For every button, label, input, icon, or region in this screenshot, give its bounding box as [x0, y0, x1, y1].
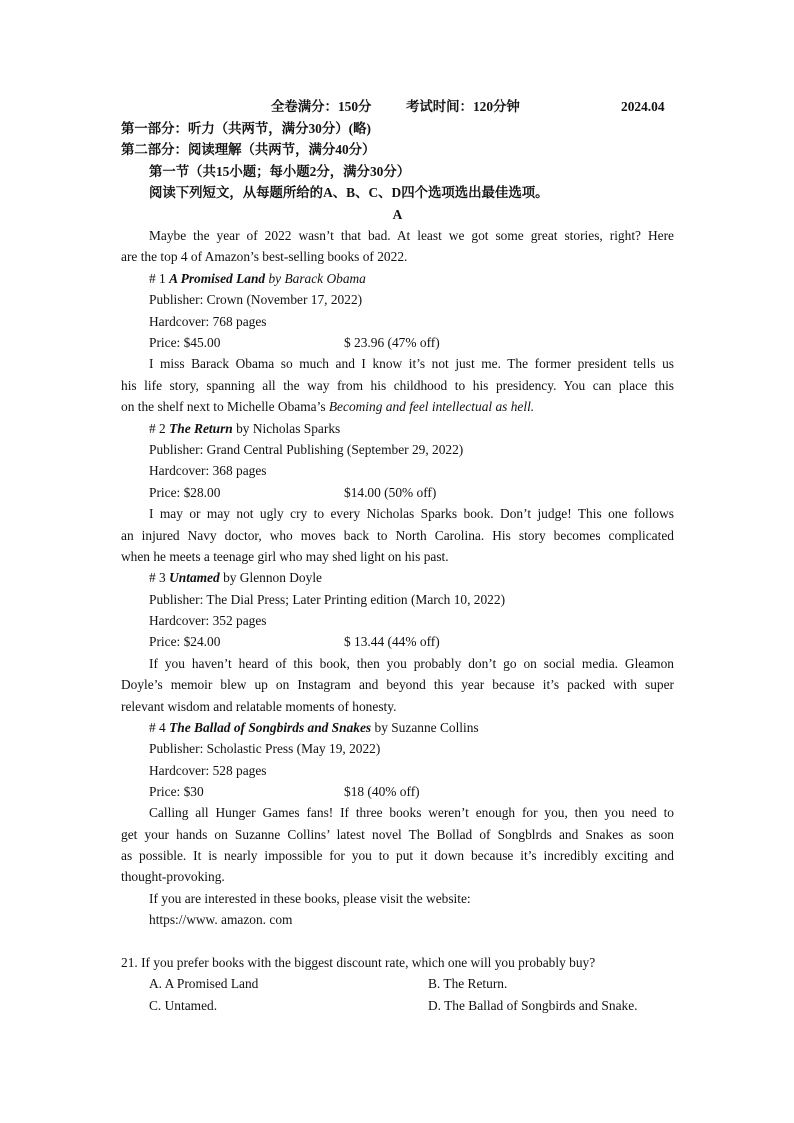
- book-title: The Return: [169, 421, 233, 436]
- review-line: his life story, spanning all the way from his childhood to his presidency. You can place this: [121, 378, 674, 393]
- intro-line: Maybe the year of 2022 wasn’t that bad. At least we got some great stories, right? Here: [149, 228, 674, 243]
- book-publisher: Publisher: The Dial Press; Later Printing edition (March 10, 2022): [149, 592, 506, 607]
- option-a: A. A Promised Land: [149, 976, 259, 991]
- book-price: Price: $45.00: [149, 335, 221, 350]
- part1-heading: 第一部分：听力（共两节，满分30分）(略): [121, 121, 371, 136]
- section1-heading: 第一节（共15小题；每小题2分，满分30分）: [149, 164, 411, 179]
- book-hardcover: Hardcover: 528 pages: [149, 763, 267, 778]
- part2-heading: 第二部分：阅读理解（共两节，满分40分）: [121, 142, 376, 157]
- book-publisher: Publisher: Crown (November 17, 2022): [149, 292, 363, 307]
- book-rank: # 2: [149, 421, 166, 436]
- book-title: The Ballad of Songbirds and Snakes: [169, 720, 372, 735]
- book-hardcover: Hardcover: 352 pages: [149, 613, 267, 628]
- book-publisher: Publisher: Grand Central Publishing (September 29, 2022): [149, 442, 464, 457]
- option-d: D. The Ballad of Songbirds and Snake.: [428, 998, 638, 1013]
- book-author: by Barack Obama: [268, 271, 366, 286]
- review-line: an injured Navy doctor, who moves back to North Carolina. His story becomes complicated: [121, 528, 674, 543]
- book-title-line: [149, 418, 674, 439]
- book-hardcover: Hardcover: 768 pages: [149, 314, 267, 329]
- book-price-line: [149, 332, 674, 353]
- book-sale-price: $ 23.96 (47% off): [344, 335, 440, 350]
- passage-letter: A: [392, 207, 403, 222]
- book-title: A Promised Land: [169, 271, 266, 286]
- total-score: 全卷满分：150分: [271, 99, 372, 114]
- book-author: by Suzanne Collins: [374, 720, 479, 735]
- instruction: 阅读下列短文，从每题所给的A、B、C、D四个选项选出最佳选项。: [149, 185, 549, 200]
- book-title-line: [149, 268, 674, 289]
- book-price: Price: $24.00: [149, 634, 221, 649]
- review-line: on the shelf next to Michelle Obama’s Becoming and feel intellectual as hell.: [121, 399, 535, 414]
- book-rank: # 3: [149, 570, 166, 585]
- question-stem: 21. If you prefer books with the biggest discount rate, which one will you probably buy?: [121, 955, 596, 970]
- review-line: when he meets a teenage girl who may shed light on his past.: [121, 549, 449, 564]
- book-sale-price: $14.00 (50% off): [344, 485, 437, 500]
- option-c: C. Untamed.: [149, 998, 218, 1013]
- exam-time: 考试时间：120分钟: [406, 99, 520, 114]
- book-title: Untamed: [169, 570, 220, 585]
- review-line: get your hands on Suzanne Collins’ latest novel The Bollad of Songblrds and Snakes as soon: [121, 827, 674, 842]
- book-publisher: Publisher: Scholastic Press (May 19, 2022): [149, 741, 381, 756]
- review-line: thought-provoking.: [121, 869, 225, 884]
- book-hardcover: Hardcover: 368 pages: [149, 463, 267, 478]
- review-line: as possible. It is nearly impossible for you to put it down because it’s incredibly exciting and: [121, 848, 674, 863]
- option-row: [149, 973, 674, 994]
- review-line: If you haven’t heard of this book, then you probably don’t go on social media. Gleamon: [149, 656, 674, 671]
- book-price: Price: $28.00: [149, 485, 221, 500]
- book-price-line: [149, 781, 674, 802]
- outro-line: If you are interested in these books, please visit the website:: [149, 891, 471, 906]
- review-line: Calling all Hunger Games fans! If three books weren’t enough for you, then you need to: [149, 805, 674, 820]
- book-title-line: [149, 717, 674, 738]
- review-line: I may or may not ugly cry to every Nicholas Sparks book. Don’t judge! This one follows: [149, 506, 674, 521]
- website-link: https://www. amazon. com: [149, 912, 293, 927]
- review-line: I miss Barack Obama so much and I know it’s not just me. The former president tells us: [149, 356, 674, 371]
- book-sale-price: $18 (40% off): [344, 784, 420, 799]
- book-rank: # 1: [149, 271, 166, 286]
- intro-line: are the top 4 of Amazon’s best-selling books of 2022.: [121, 249, 408, 264]
- book-rank: # 4: [149, 720, 166, 735]
- book-sale-price: $ 13.44 (44% off): [344, 634, 440, 649]
- book-price-line: [149, 631, 674, 652]
- option-row: [149, 995, 674, 1016]
- book-price-line: [149, 482, 674, 503]
- exam-date: 2024.04: [621, 99, 665, 114]
- book-title-line: [149, 567, 674, 588]
- review-line: relevant wisdom and relatable moments of honesty.: [121, 699, 397, 714]
- book-price: Price: $30: [149, 784, 204, 799]
- book-author: by Glennon Doyle: [223, 570, 322, 585]
- review-line: Doyle’s memoir blew up on Instagram and beyond this year because it’s packed with super: [121, 677, 674, 692]
- book-author: by Nicholas Sparks: [236, 421, 341, 436]
- option-b: B. The Return.: [428, 976, 508, 991]
